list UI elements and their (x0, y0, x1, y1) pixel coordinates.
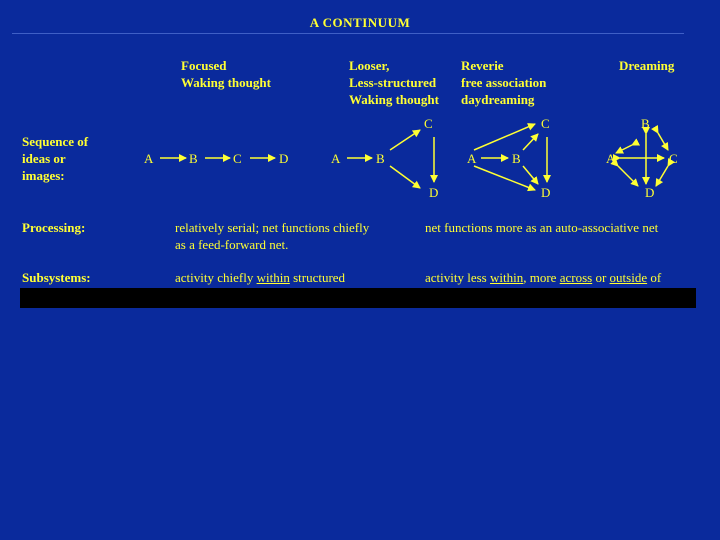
subsystems-left-post: structured (289, 270, 346, 285)
processing-left-line1: relatively serial; net functions chiefly (175, 220, 370, 235)
arrow-b-c (523, 134, 538, 150)
node-c: C (669, 151, 678, 166)
node-a: A (606, 151, 616, 166)
header-dreaming-line1: Dreaming (619, 58, 675, 73)
node-c: C (233, 151, 242, 166)
node-d: D (541, 185, 551, 200)
diagram-looser (331, 116, 438, 200)
node-d: D (645, 185, 655, 200)
arrow-b-c (658, 133, 668, 150)
occluding-bar (20, 288, 696, 308)
subsystems-right-pre: activity less (425, 270, 490, 285)
arrow-c-d (656, 166, 668, 186)
header-reverie-line1: Reverie (461, 58, 504, 73)
header-focused-line1: Focused (181, 58, 227, 73)
node-d: D (429, 185, 439, 200)
subsystems-right-within: within (490, 270, 524, 285)
header-looser-line3: Waking thought (349, 92, 439, 107)
row-label-sequence-line3: images: (22, 168, 65, 183)
row-label-sequence-line1: Sequence of (22, 134, 89, 149)
subsystems-left-within: within (256, 270, 290, 285)
arrow-b-d (523, 166, 538, 184)
processing-right: net functions more as an auto-associative net (425, 220, 659, 235)
arrow-a-b (616, 145, 632, 153)
subsystems-right-across: across (559, 270, 593, 285)
node-c: C (541, 116, 550, 131)
processing-left (175, 219, 369, 253)
node-b: B (189, 151, 198, 166)
processing-left-line2: as a feed-forward net. (175, 237, 289, 252)
subsystems-right-mid1: , more (523, 270, 560, 285)
node-b: B (641, 116, 650, 131)
node-a: A (467, 151, 477, 166)
header-focused-line2: Waking thought (181, 75, 271, 90)
node-a: A (144, 151, 154, 166)
row-label-processing: Processing: (22, 220, 86, 235)
subsystems-right-mid2: or (592, 270, 610, 285)
arrow-a-d (618, 166, 638, 186)
subsystems-right-post: of (647, 270, 662, 285)
subsystems-right (425, 269, 661, 286)
node-c: C (424, 116, 433, 131)
header-reverie-line2: free association (461, 75, 547, 90)
header-looser-line2: Less-structured (349, 75, 437, 90)
subsystems-left (175, 269, 345, 286)
header-looser-line1: Looser, (349, 58, 390, 73)
header-reverie-line3: daydreaming (461, 92, 535, 107)
node-a: A (331, 151, 341, 166)
node-b: B (512, 151, 521, 166)
diagram-reverie (467, 116, 550, 200)
subsystems-left-pre: activity chiefly (175, 270, 257, 285)
arrow-b-c (390, 130, 420, 150)
node-b: B (376, 151, 385, 166)
row-label-subsystems: Subsystems: (22, 270, 91, 285)
subsystems-right-outside: outside (609, 270, 648, 285)
arrow-b-d (390, 166, 420, 188)
node-d: D (279, 151, 289, 166)
diagram-focused (144, 151, 288, 166)
row-label-sequence-line2: ideas or (22, 151, 66, 166)
diagram-dreaming (606, 116, 678, 200)
page-title: A CONTINUUM (309, 15, 411, 30)
